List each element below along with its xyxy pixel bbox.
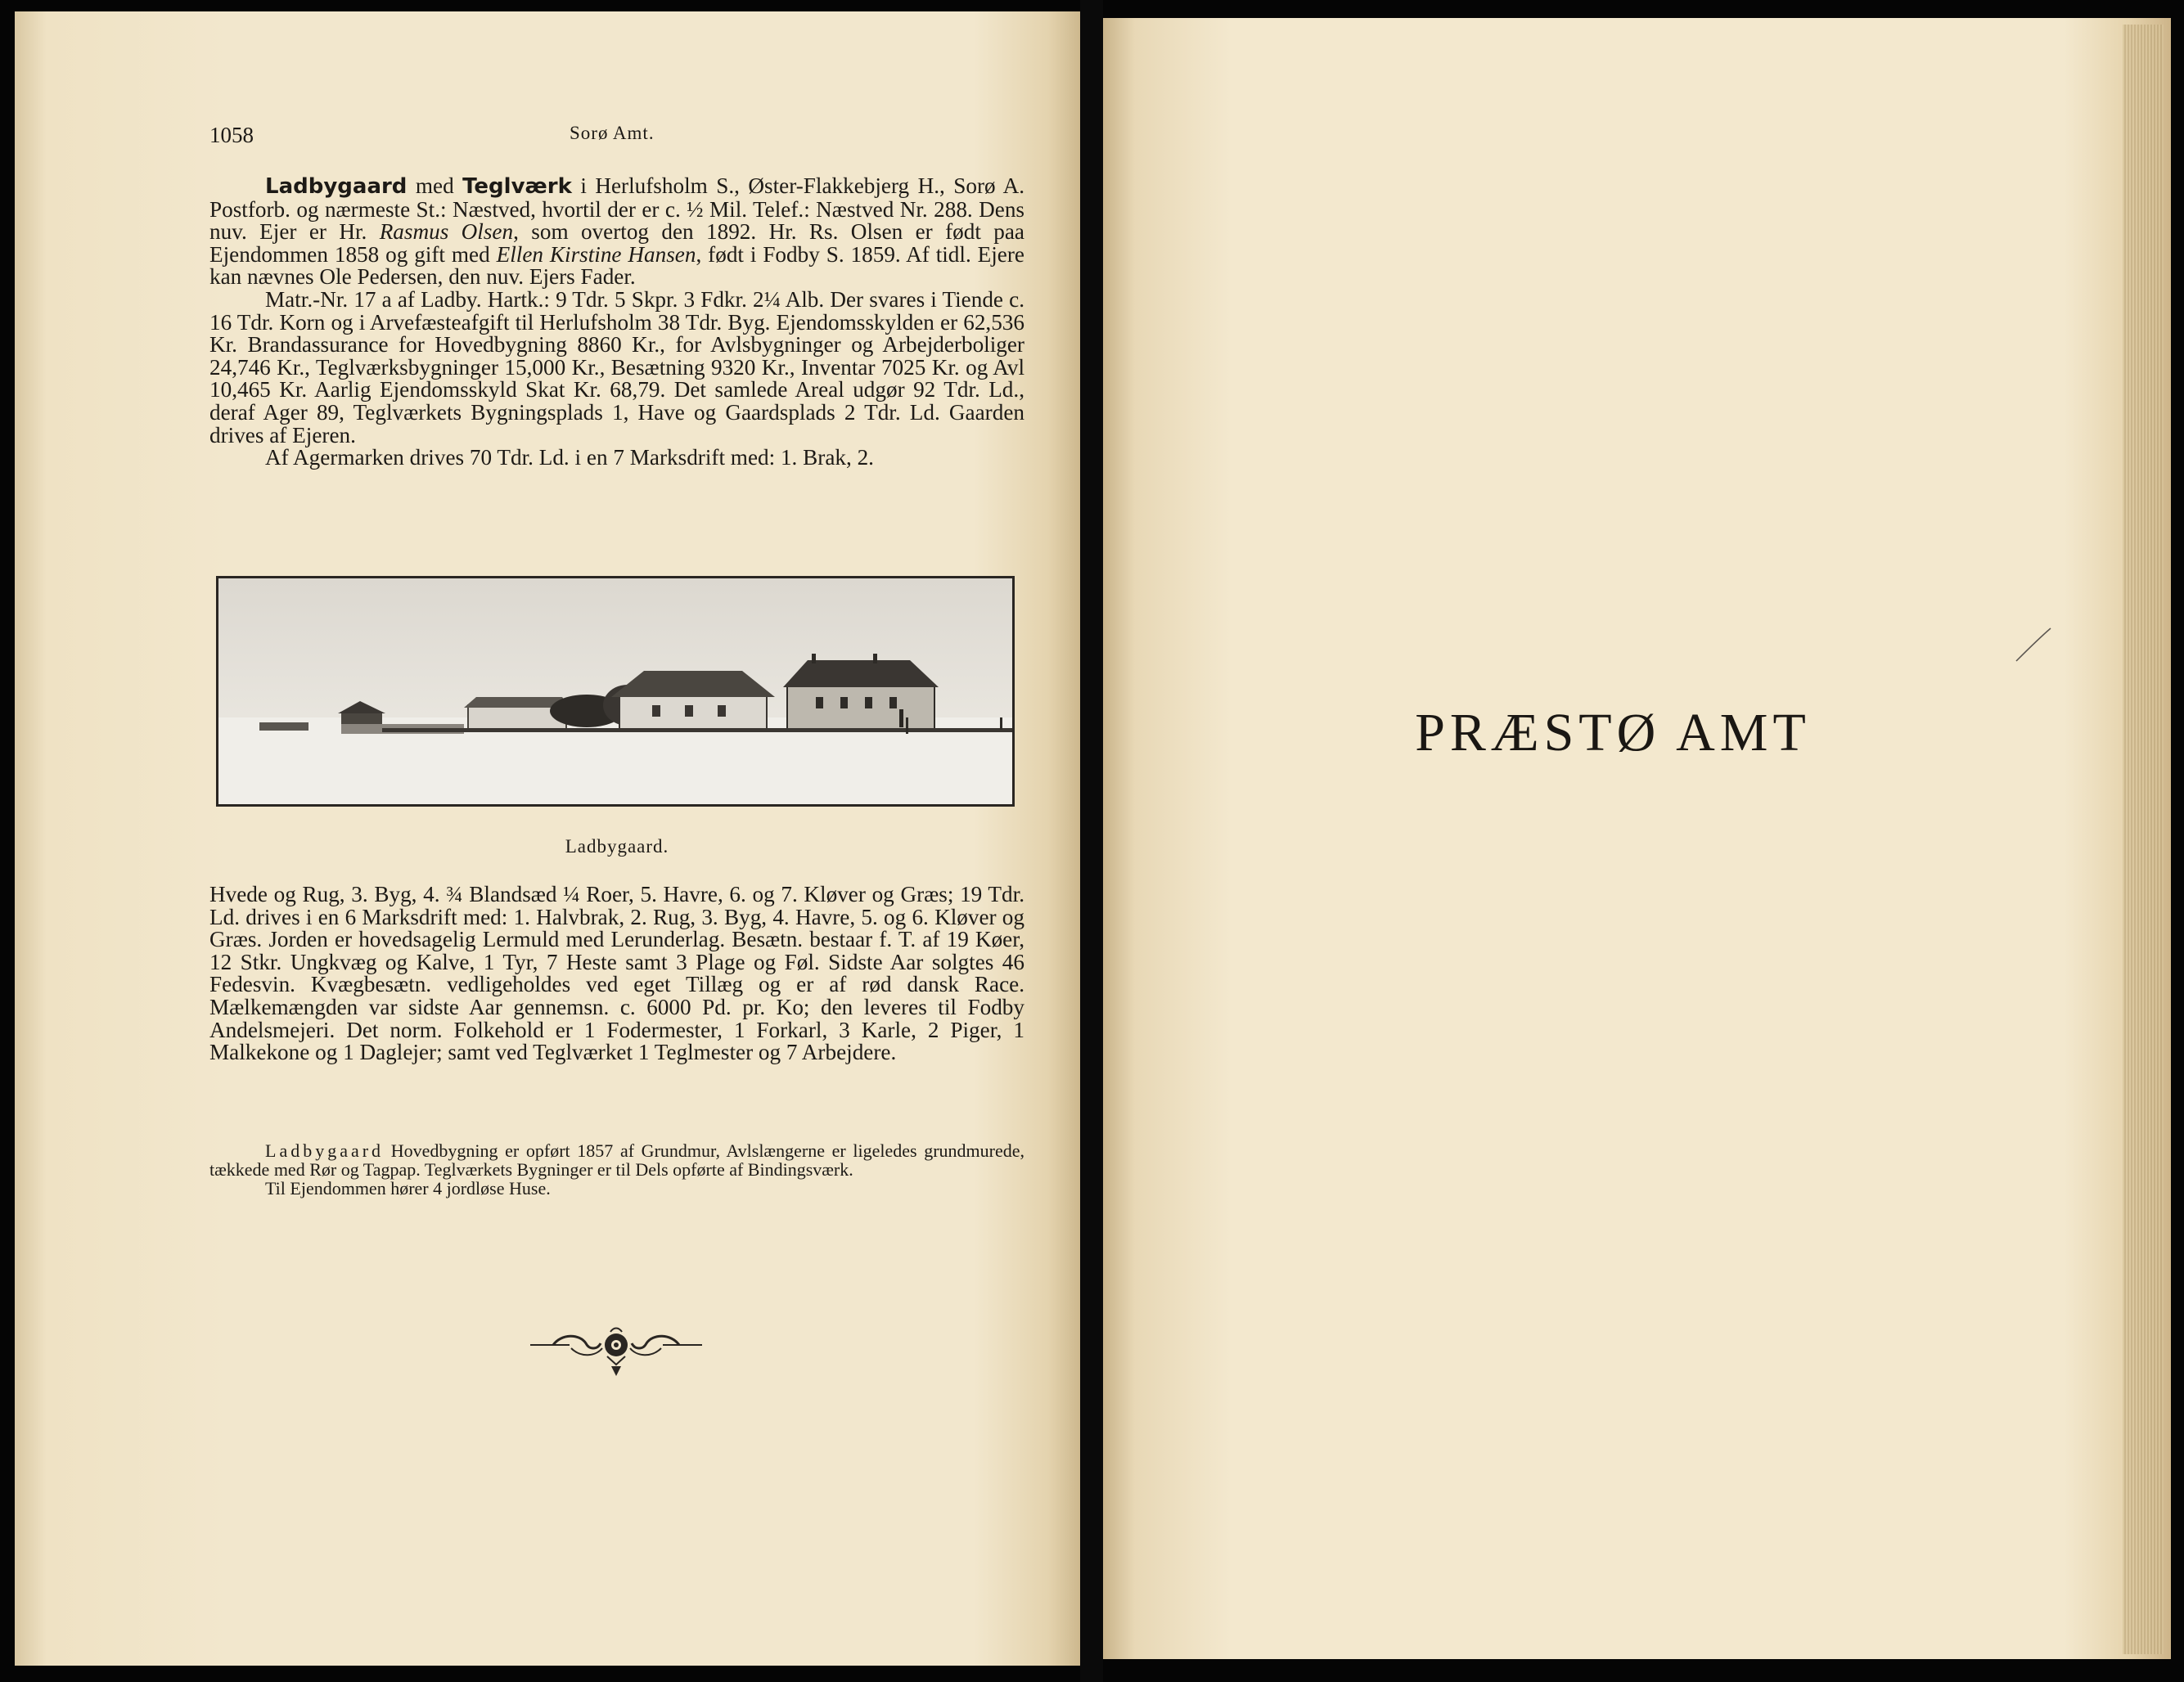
estate-name-secondary: Teglværk	[462, 174, 572, 199]
entry-notes	[209, 1141, 1024, 1198]
farm-photo-image	[218, 578, 1012, 804]
entry-body-bottom	[209, 884, 1024, 1064]
note-houses: Til Ejendommen hører 4 jordløse Huse.	[265, 1178, 551, 1199]
page-number: 1058	[209, 123, 254, 147]
farm-photograph	[216, 576, 1015, 807]
entry-body-top	[209, 175, 1024, 470]
owner-name: Rasmus Olsen	[379, 219, 514, 245]
estate-name: Ladbygaard	[265, 174, 408, 199]
page-edges	[2123, 25, 2164, 1654]
right-page	[1103, 18, 2171, 1659]
note-buildings: Ladbygaard Hovedbygning er opført 1857 af Grundmur, Avlslængerne er ligeledes grundmurede, tækkede med Rør og Tagpap. Teglværkets Bygninger er til Dels opførte af Bindingsværk.	[209, 1140, 1024, 1180]
pencil-mark-icon	[2015, 627, 2052, 663]
running-head	[209, 123, 1028, 152]
paragraph-owner: Ladbygaard med Teglværk i Herlufsholm S., Øster-Flakkebjerg H., Sorø A. Postforb. og nærmeste St.: Næstved, hvortil der er c. ½ Mil. Telef.: Næstved Nr. 288. Dens nuv. Ejer er Hr. Rasmus Olsen, som overtog den 1892. Hr. Rs. Olsen er født paa Ejendommen 1858 og gift med Ellen Kirstine Hansen, født i Fodby S. 1859. Af tidl. Ejere kan nævnes Ole Pedersen, den nuv. Ejers Fader.	[209, 173, 1025, 290]
paragraph-agriculture-start: Af Agermarken drives 70 Tdr. Ld. i en 7 Marksdrift med: 1. Brak, 2.	[265, 445, 874, 470]
running-head-title: Sorø Amt.	[570, 123, 655, 143]
photo-caption: Ladbygaard.	[565, 836, 669, 857]
paragraph-property: Matr.-Nr. 17 a af Ladby. Hartk.: 9 Tdr. 5 Skpr. 3 Fdkr. 2¼ Alb. Der svares i Tiende c. 16 Tdr. Korn og i Arvefæsteafgift til Herlufsholm 38 Tdr. Byg. Ejendomsskylden er 62,536 Kr. Brandassurance for Hovedbygning 8860 Kr., for Avlsbygninger og Arbejderboliger 24,746 Kr., Teglværksbygninger 15,000 Kr., Besætning 9320 Kr., Inventar 7025 Kr. og Avl 10,465 Kr. Aarlig Ejendomsskyld Skat Kr. 68,79. Det samlede Areal udgør 92 Tdr. Ld., deraf Ager 89, Teglværkets Bygningsplads 1, Have og Gaardsplads 2 Tdr. Ld. Gaarden drives af Ejeren.	[209, 286, 1024, 447]
section-title: PRÆSTØ AMT	[1415, 703, 1811, 762]
paragraph-agriculture-continued: Hvede og Rug, 3. Byg, 4. ¾ Blandsæd ¼ Roer, 5. Havre, 6. og 7. Kløver og Græs; 19 Tdr. Ld. drives i en 6 Marksdrift med: 1. Halvbrak, 2. Rug, 3. Byg, 4. Havre, 5. og 6. Kløver og Græs. Jorden er hovedsagelig Lermuld med Lerunderlag. Besætn. bestaar f. T. af 19 Køer, 12 Stkr. Ungkvæg og Kalve, 1 Tyr, 7 Heste samt 3 Plage og Føl. Sidste Aar solgtes 46 Fedesvin. Kvægbesætn. vedligeholdes ved eget Tillæg og er af rød dansk Race. Mælkemængden var sidste Aar gennemsn. c. 6000 Pd. pr. Ko; den leveres til Fodby Andelsmejeri. Det norm. Folkehold er 1 Fodermester, 1 Forkarl, 3 Karle, 2 Piger, 1 Malkekone og 1 Daglejer; samt ved Teglværket 1 Teglmester og 7 Arbejdere.	[209, 882, 1024, 1065]
wife-name: Ellen Kirstine Hansen	[496, 241, 696, 267]
note-estate-name: Ladbygaard	[265, 1140, 385, 1161]
book-gutter	[1080, 0, 1103, 1682]
ornament-vignette-icon	[529, 1322, 704, 1384]
